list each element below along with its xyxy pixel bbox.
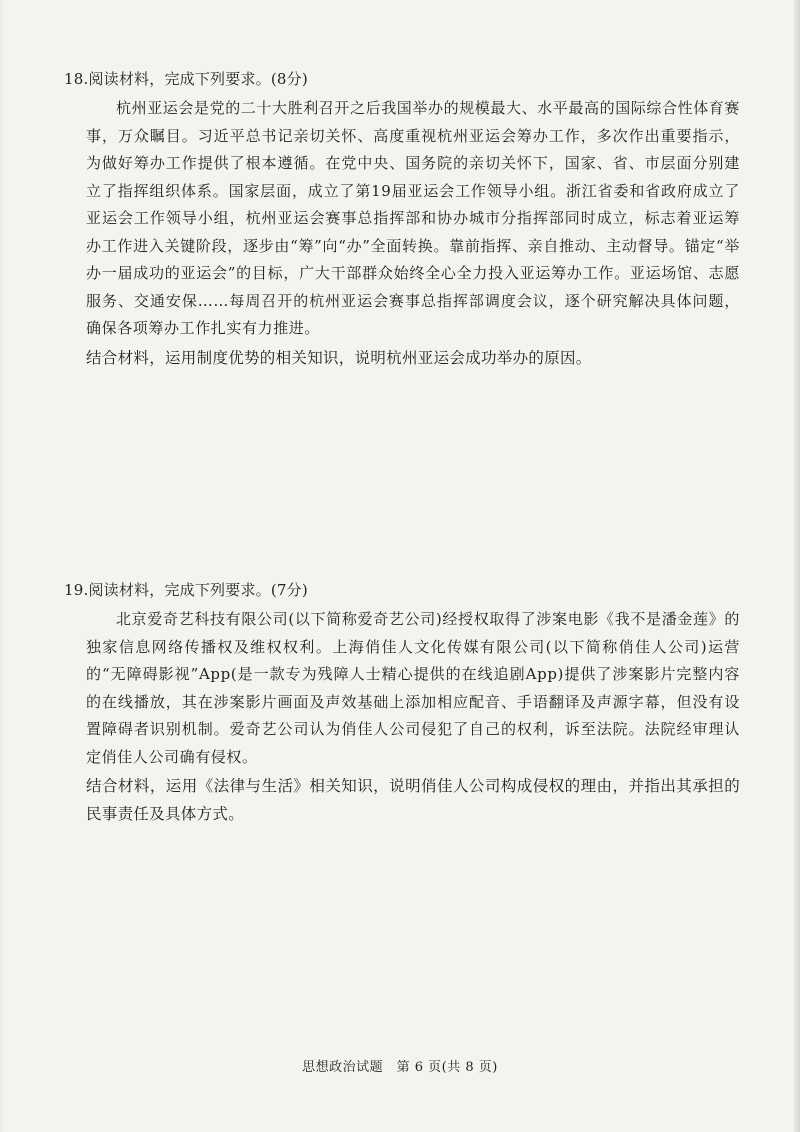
scan-edge-left [0, 0, 3, 1132]
question-19-heading: 19.阅读材料，完成下列要求。(7分) [64, 581, 308, 599]
question-19-task: 结合材料，运用《法律与生活》相关知识，说明俏佳人公司构成侵权的理由，并指出其承担的民事责任及具体方式。 [86, 777, 740, 823]
question-19 [64, 578, 740, 828]
question-18 [64, 67, 740, 372]
scan-edge-right [794, 0, 800, 1132]
question-18-task: 结合材料，运用制度优势的相关知识，说明杭州亚运会成功举办的原因。 [86, 348, 592, 367]
question-18-heading: 18.阅读材料，完成下列要求。(8分) [64, 70, 308, 88]
question-19-material: 北京爱奇艺科技有限公司(以下简称爱奇艺公司)经授权取得了涉案电影《我不是潘金莲》的独家信息网络传播权及维权权利。上海俏佳人文化传媒有限公司(以下简称俏佳人公司)运营的“无障碍影视”App(是一款专为残障人士精心提供的在线追剧App)提供了涉案影片完整内容的在线播放，其在涉案影片画面及声效基础上添加相应配音、手语翻译及声源字幕，但没有设置障碍者识别机制。爱奇艺公司认为俏佳人公司侵犯了自己的权利，诉至法院。法院经审理认定俏佳人公司确有侵权。 [86, 610, 740, 766]
page-footer: 思想政治试题 第 6 页(共 8 页) [302, 1060, 498, 1075]
question-18-material: 杭州亚运会是党的二十大胜利召开之后我国举办的规模最大、水平最高的国际综合性体育赛事，万众瞩目。习近平总书记亲切关怀、高度重视杭州亚运会筹办工作，多次作出重要指示，为做好筹办工作提供了根本遵循。在党中央、国务院的亲切关怀下，国家、省、市层面分别建立了指挥组织体系。国家层面，成立了第19届亚运会工作领导小组。浙江省委和省政府成立了亚运会工作领导小组，杭州亚运会赛事总指挥部和协办城市分指挥部同时成立，标志着亚运筹办工作进入关键阶段，逐步由“筹”向“办”全面转换。靠前指挥、亲自推动、主动督导。锚定“举办一届成功的亚运会”的目标，广大干部群众始终全心全力投入亚运筹办工作。亚运场馆、志愿服务、交通安保……每周召开的杭州亚运会赛事总指挥部调度会议，逐个研究解决具体问题，确保各项筹办工作扎实有力推进。 [86, 99, 741, 337]
